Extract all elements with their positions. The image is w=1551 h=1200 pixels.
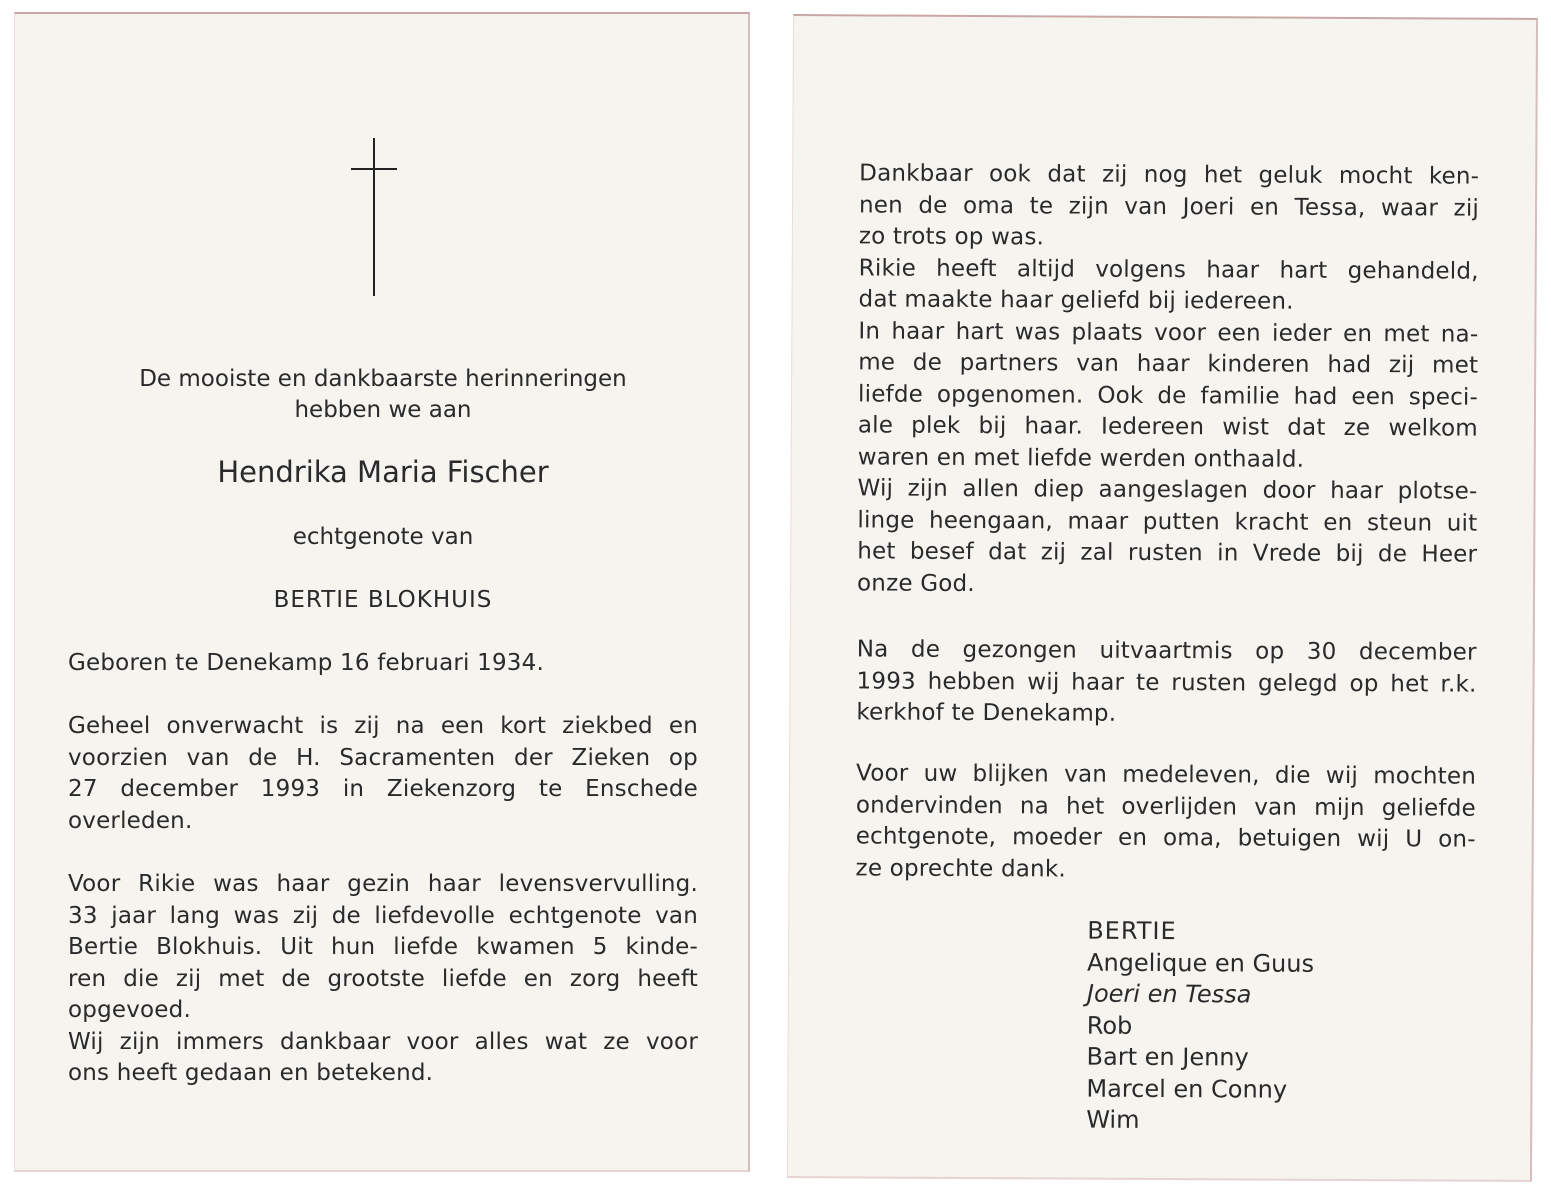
card-back [787,14,1538,1182]
family-paragraph: Voor Rikie was haar gezin haar levensvervulling. 33 jaar lang was zij de liefdevolle echtgenote van Bertie Blokhuis. Uit hun liefde kwamen 5 kinde- ren die zij met de grootste liefde en zorg heeft opgevoed. Wij zijn immers dankbaar voor alles wat ze voor ons heeft gedaan en betekend. [68,871,698,1086]
birth-line: Geboren te Denekamp 16 februari 1934. [68,650,544,676]
deceased-name: Hendrika Maria Fischer [217,455,549,489]
intro-text: De mooiste en dankbaarste herinneringen hebben we aan [139,366,627,423]
signature-line: Rob [1086,1011,1133,1040]
cross-icon [351,138,397,296]
death-paragraph: Geheel onverwacht is zij na een kort ziekbed en voorzien van de H. Sacramenten der Zieken op 27 december 1993 in Ziekenzorg te Enschede overleden. [68,713,698,834]
signature-line: Angelique en Guus [1087,948,1315,978]
signatures [1086,916,1314,1138]
funeral-paragraph: Na de gezongen uitvaartmis op 30 december 1993 hebben wij haar te rusten gelegd op het r.k. kerkhof te Denekamp. [856,636,1477,727]
signature-line: Wim [1086,1105,1140,1134]
spouse-name: BERTIE BLOKHUIS [273,587,493,613]
signature-husband: BERTIE [1087,916,1177,946]
spouse-label: echtgenote van [292,524,474,550]
card-front [14,12,750,1172]
signature-line: Marcel en Conny [1086,1074,1288,1104]
signature-line: Bart en Jenny [1086,1042,1249,1072]
thanks-paragraph: Voor uw blijken van medeleven, die wij mochten ondervinden na het overlijden van mijn geliefde echtgenote, moeder en oma, betuigen wij U on- ze oprechte dank. [855,760,1477,882]
signature-line: Joeri en Tessa [1086,979,1252,1009]
memory-paragraph: Dankbaar ook dat zij nog het geluk mocht ken- nen de oma te zijn van Joeri en Tessa, waar zij zo trots op was. Rikie heeft altijd volgens haar hart gehandeld, dat maakte haar geliefd bij iedereen. In haar hart was plaats voor een ieder en met na- me de partners van haar kinderen had zij met liefde opgenomen. Ook de familie had een speci- ale plek bij haar. Iedereen wist dat ze welkom waren en met liefde werden onthaald. Wij zijn allen diep aangeslagen door haar plotse- linge heengaan, maar putten kracht en steun uit het besef dat zij zal rusten in Vrede bij de Heer onze God. [857,160,1480,597]
